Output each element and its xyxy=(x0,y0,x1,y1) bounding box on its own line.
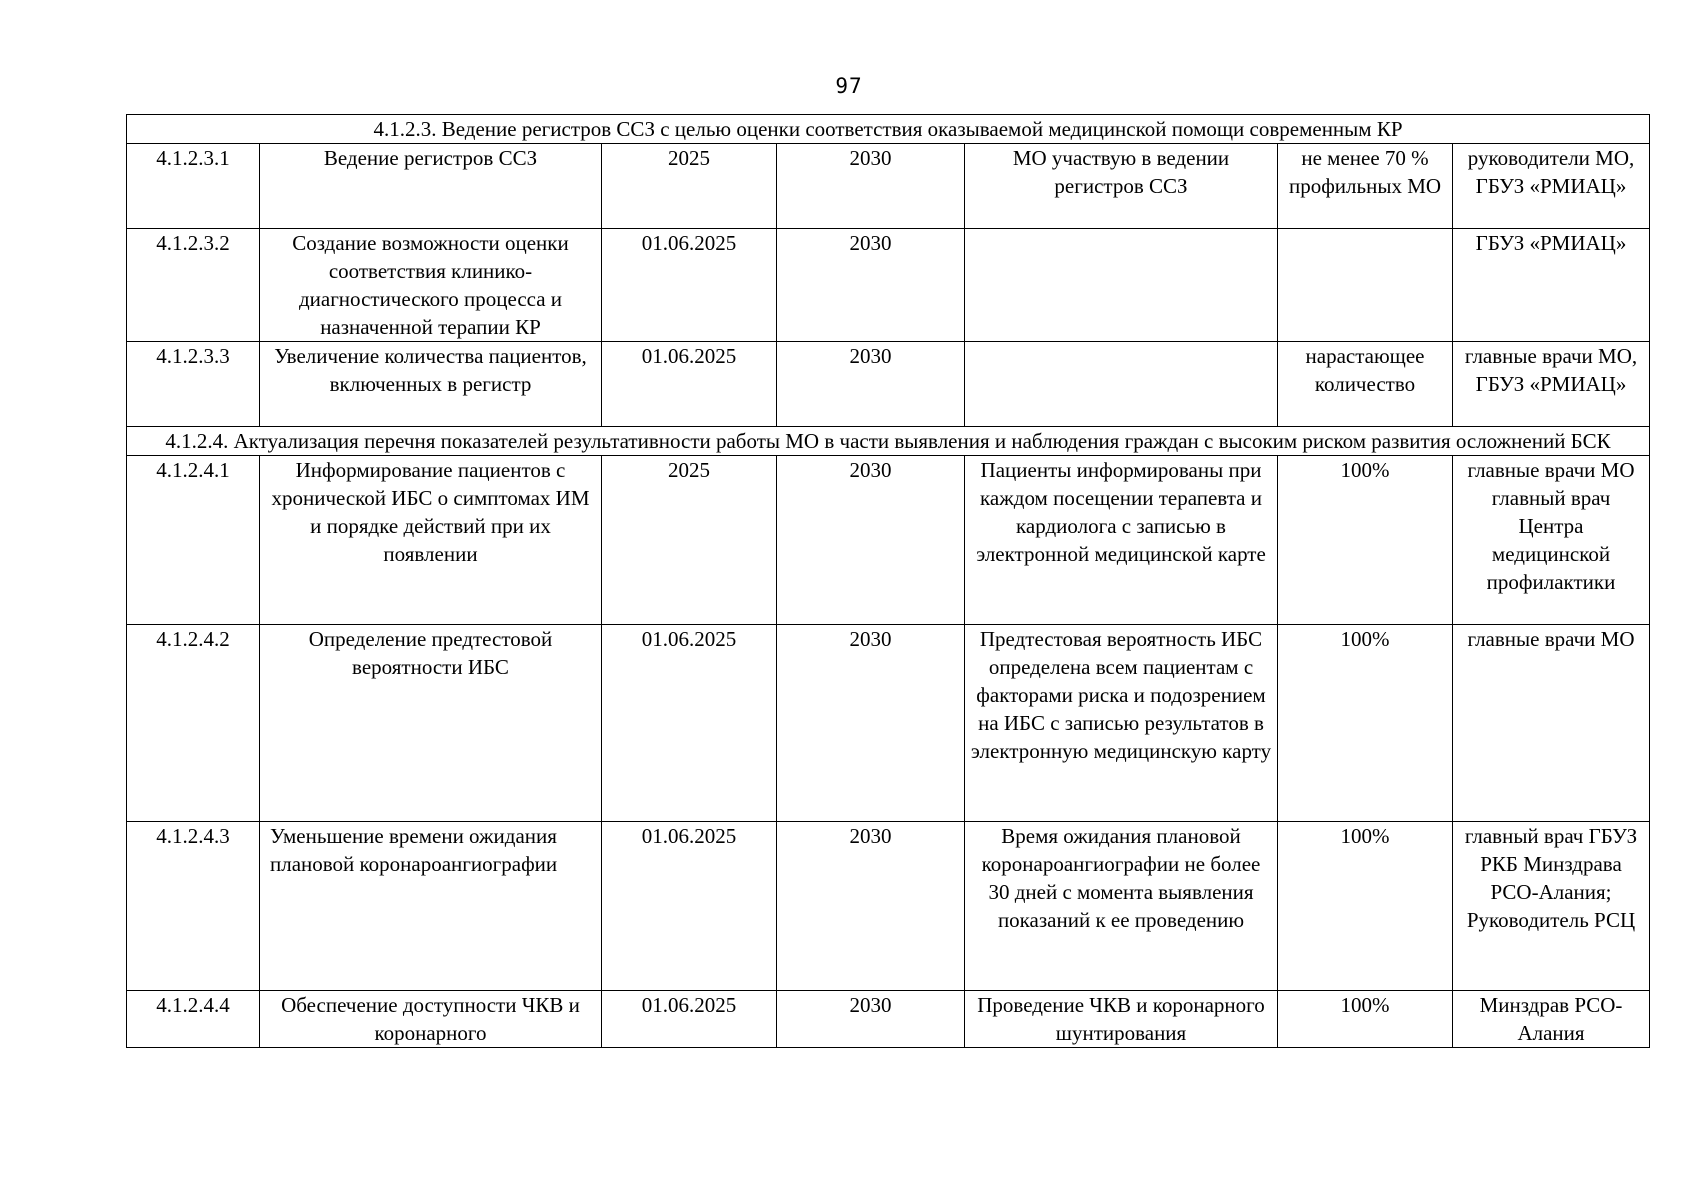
row-result: Пациенты информированы при каждом посещении терапевта и кардиолога с записью в электронной медицинской карте xyxy=(965,456,1278,625)
row-result: Время ожидания плановой коронароангиографии не более 30 дней с момента выявления показаний к ее проведению xyxy=(965,822,1278,991)
row-start: 01.06.2025 xyxy=(602,342,777,427)
table-row xyxy=(127,991,1650,1048)
row-end: 2030 xyxy=(777,144,965,229)
row-start: 2025 xyxy=(602,144,777,229)
row-result: Предтестовая вероятность ИБС определена всем пациентам с факторами риска и подозрением на ИБС с записью результатов в электронную медицинскую карту xyxy=(965,625,1278,822)
row-indicator: не менее 70 % профильных МО xyxy=(1278,144,1453,229)
row-id: 4.1.2.3.3 xyxy=(127,342,260,427)
row-result xyxy=(965,229,1278,342)
row-end: 2030 xyxy=(777,456,965,625)
row-responsible: главный врач ГБУЗ РКБ Минздрава РСО-Алания; Руководитель РСЦ xyxy=(1453,822,1650,991)
row-id: 4.1.2.3.1 xyxy=(127,144,260,229)
row-end: 2030 xyxy=(777,342,965,427)
row-id: 4.1.2.4.1 xyxy=(127,456,260,625)
row-indicator: 100% xyxy=(1278,991,1453,1048)
section-heading: 4.1.2.4. Актуализация перечня показателей результативности работы МО в части выявления и наблюдения граждан с высоким риском развития осложнений БСК xyxy=(127,427,1650,456)
row-responsible: руководители МО, ГБУЗ «РМИАЦ» xyxy=(1453,144,1650,229)
row-responsible: главные врачи МО, ГБУЗ «РМИАЦ» xyxy=(1453,342,1650,427)
row-responsible: главные врачи МО главный врач Центра медицинской профилактики xyxy=(1453,456,1650,625)
row-event: Уменьшение времени ожидания плановой коронароангиографии xyxy=(260,822,602,991)
row-result: МО участвую в ведении регистров ССЗ xyxy=(965,144,1278,229)
row-end: 2030 xyxy=(777,229,965,342)
row-id: 4.1.2.3.2 xyxy=(127,229,260,342)
page-number: 97 xyxy=(835,74,863,98)
table-row xyxy=(127,342,1650,427)
table-row xyxy=(127,144,1650,229)
table-row xyxy=(127,822,1650,991)
row-indicator: 100% xyxy=(1278,625,1453,822)
row-result xyxy=(965,342,1278,427)
row-event: Увеличение количества пациентов, включенных в регистр xyxy=(260,342,602,427)
row-start: 2025 xyxy=(602,456,777,625)
row-responsible: Минздрав РСО-Алания xyxy=(1453,991,1650,1048)
row-indicator: 100% xyxy=(1278,822,1453,991)
row-event: Информирование пациентов с хронической ИБС о симптомах ИМ и порядке действий при их появлении xyxy=(260,456,602,625)
row-event: Создание возможности оценки соответствия клинико-диагностического процесса и назначенной терапии КР xyxy=(260,229,602,342)
row-indicator: 100% xyxy=(1278,456,1453,625)
row-responsible: ГБУЗ «РМИАЦ» xyxy=(1453,229,1650,342)
row-event: Определение предтестовой вероятности ИБС xyxy=(260,625,602,822)
row-end: 2030 xyxy=(777,625,965,822)
table-row xyxy=(127,625,1650,822)
row-id: 4.1.2.4.2 xyxy=(127,625,260,822)
row-event: Обеспечение доступности ЧКВ и коронарного xyxy=(260,991,602,1048)
row-end: 2030 xyxy=(777,991,965,1048)
row-indicator: нарастающее количество xyxy=(1278,342,1453,427)
plan-table xyxy=(126,114,1650,1048)
row-start: 01.06.2025 xyxy=(602,229,777,342)
row-responsible: главные врачи МО xyxy=(1453,625,1650,822)
row-indicator xyxy=(1278,229,1453,342)
row-start: 01.06.2025 xyxy=(602,625,777,822)
section-heading-row xyxy=(127,115,1650,144)
row-id: 4.1.2.4.4 xyxy=(127,991,260,1048)
section-heading-row xyxy=(127,427,1650,456)
row-end: 2030 xyxy=(777,822,965,991)
row-start: 01.06.2025 xyxy=(602,822,777,991)
section-heading: 4.1.2.3. Ведение регистров ССЗ с целью оценки соответствия оказываемой медицинской помощи современным КР xyxy=(127,115,1650,144)
row-start: 01.06.2025 xyxy=(602,991,777,1048)
row-event: Ведение регистров ССЗ xyxy=(260,144,602,229)
table-row xyxy=(127,456,1650,625)
table-row xyxy=(127,229,1650,342)
row-result: Проведение ЧКВ и коронарного шунтирования xyxy=(965,991,1278,1048)
row-id: 4.1.2.4.3 xyxy=(127,822,260,991)
